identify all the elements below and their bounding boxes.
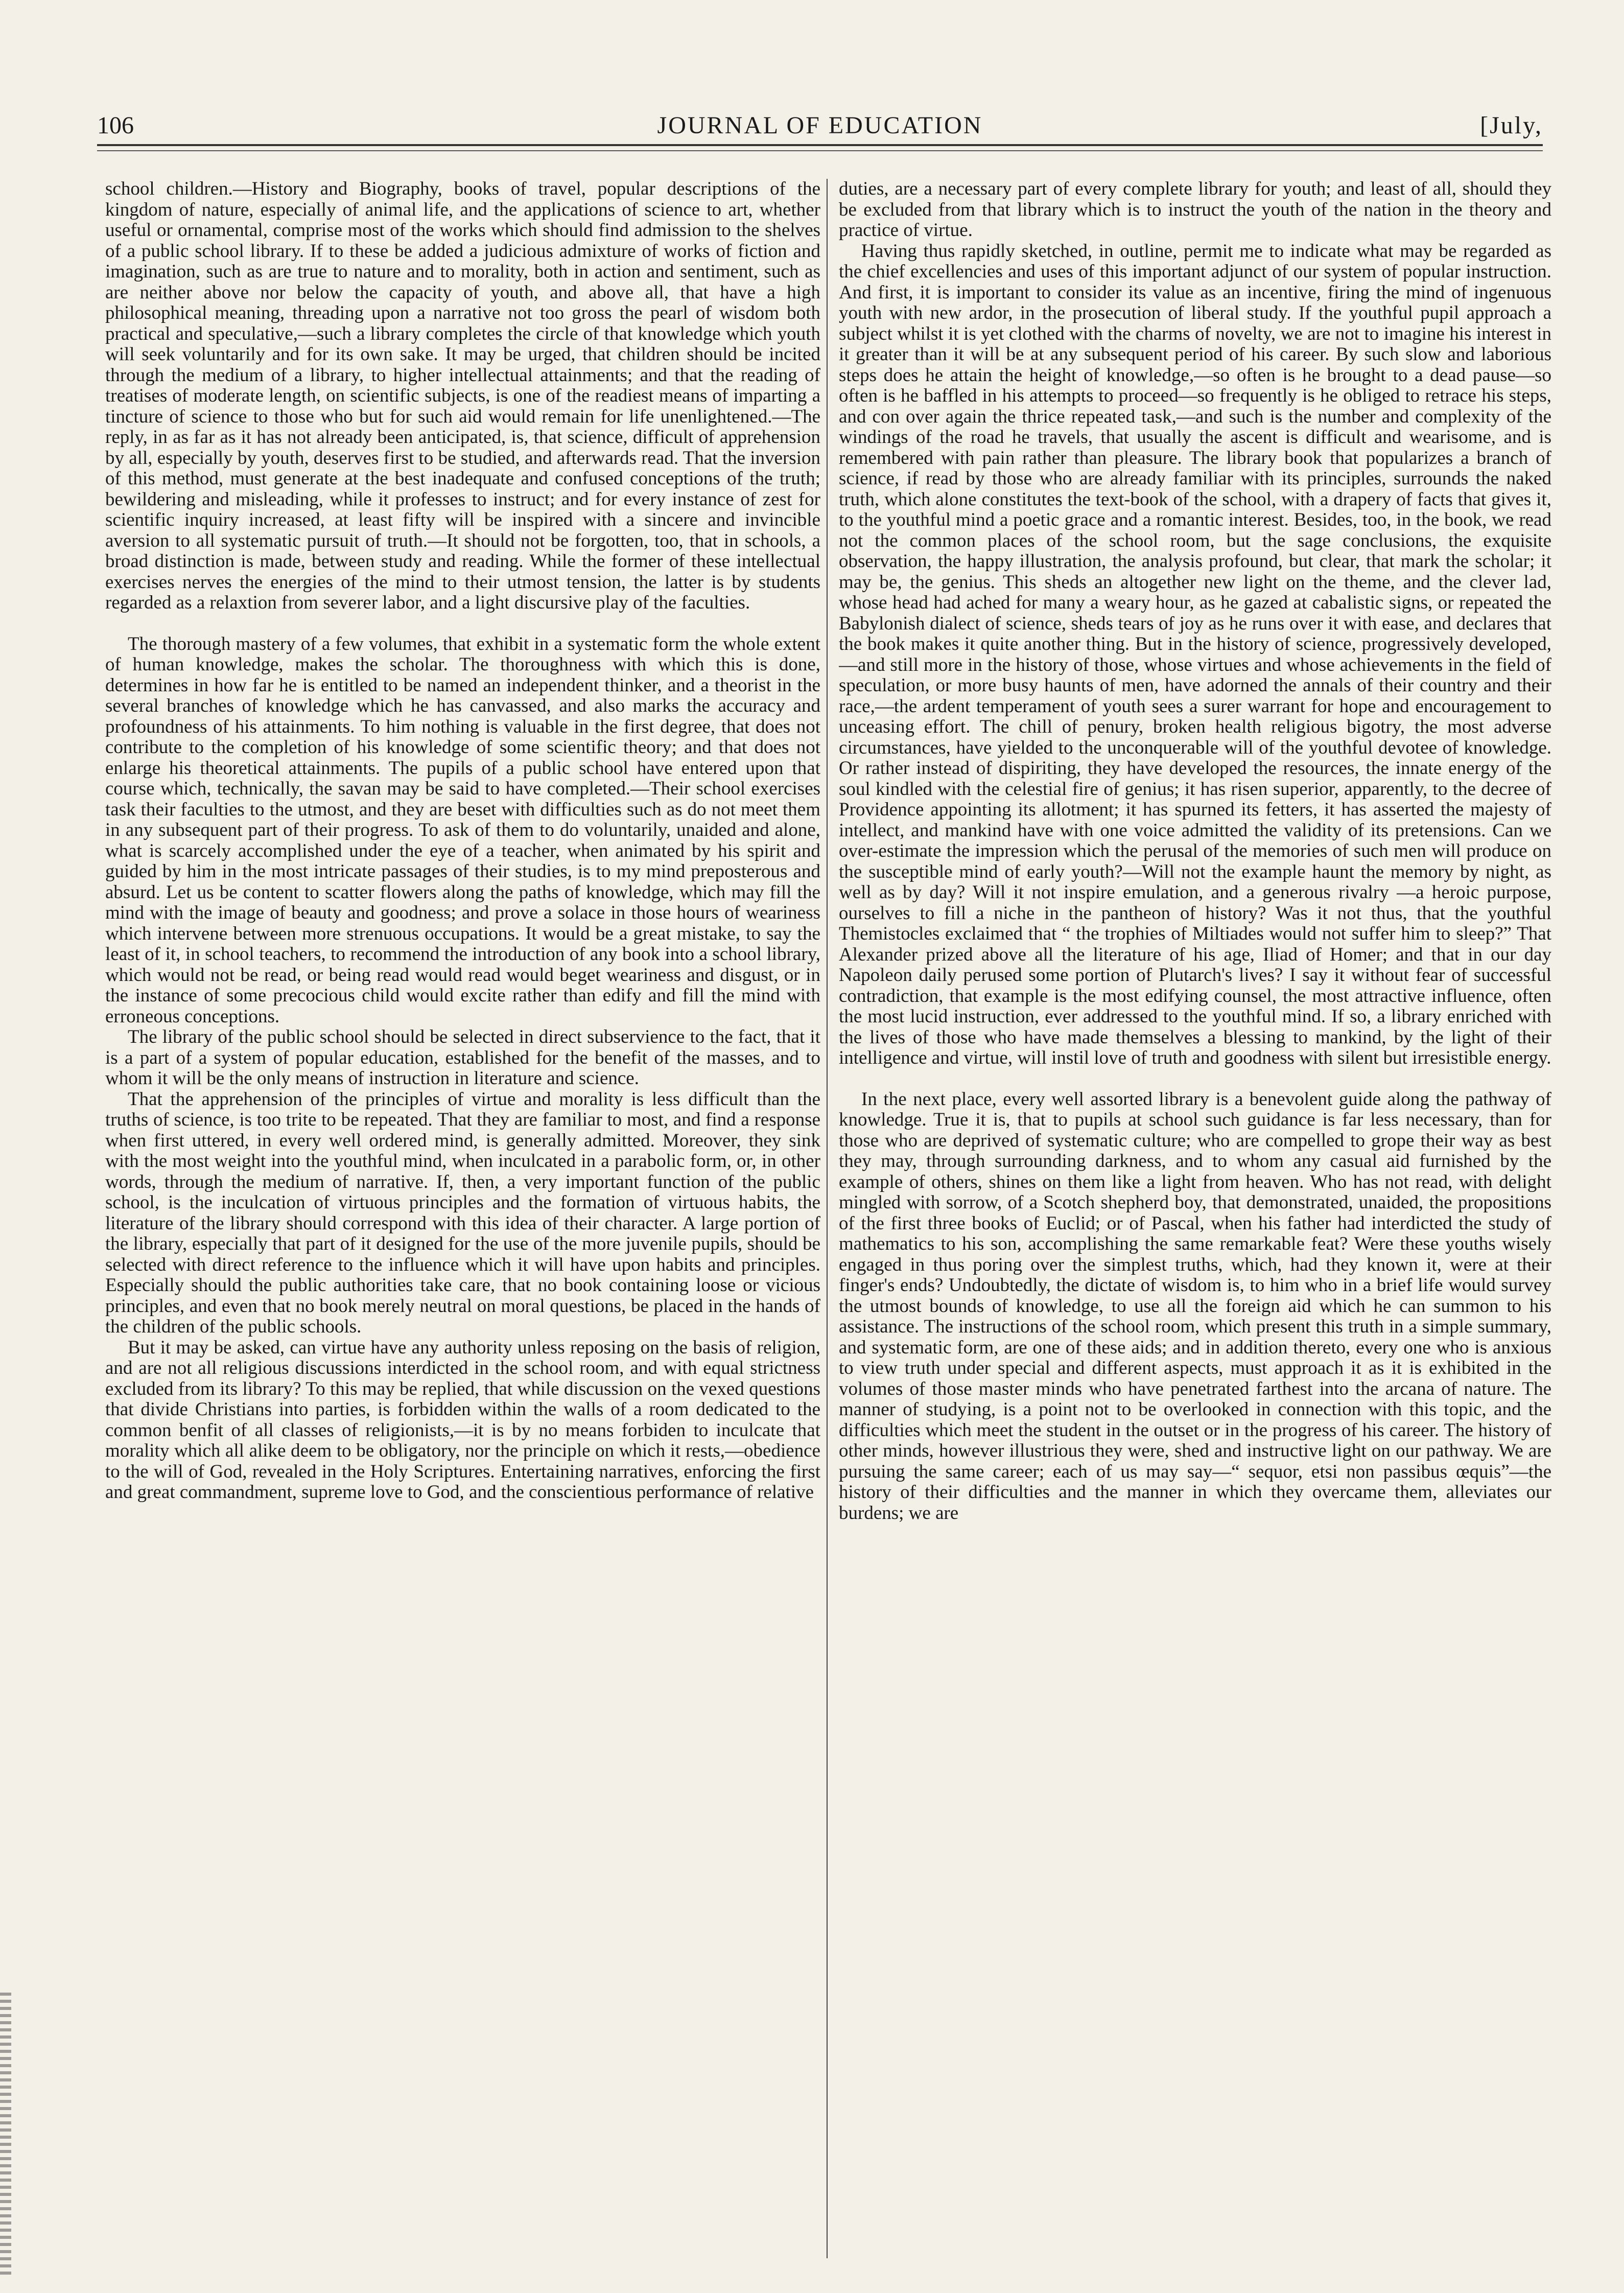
right-paragraph-2: Having thus rapidly sketched, in outline, permit me to indicate what may be regarded as the chief excellencies and uses of this important adjunct of our system of popular instruction. And first, it is important to consider its value as an incentive, firing the mind of ingenuous youth with new ardor, in the prosecution of liberal study. If the youthful pupil approach a subject whilst it is yet clothed with the charms of novelty, we are not to imagine his interest in it greater than it will be at any subsequent period of his career. By such slow and laborious steps does he attain the height of knowledge,—so often is he brought to a dead pause—so often is he baffled in his attempts to proceed—so frequently is he obliged to retrace his steps, and con over again the thrice repeated task,—and such is the number and complexity of the windings of the road he travels, that usually the ascent is difficult and wearisome, and is remembered with pain rather than pleasure. The library book that popularizes a branch of science, if read by those who are already familiar with its principles, surrounds the naked truth, which alone constitutes the text-book of the school, with a drapery of facts that gives it, to the youthful mind a poetic grace and a romantic interest. Besides, too, in the book, we read not the common places of the school room, but the sage conclusions, the exquisite observation, the happy illustration, the analysis profound, but clear, that mark the scholar; it may be, the genius. This sheds an altogether new light on the theme, and the clever lad, whose head had ached for many a weary hour, as he gazed at cabalistic signs, or repeated the Babylonish dialect of science, sheds tears of joy as he runs over it with ease, and declares that the book makes it quite another thing. But in the history of science, progressively developed,—and still more in the history of those, whose virtues and whose achievements in the field of speculation, or more busy haunts of men, have adorned the annals of their country and their race,—the ardent temperament of youth sees a surer warrant for hope and encouragement to unceasing effort. The chill of penury, broken health religious bigotry, the most adverse circumstances, have yielded to the unconquerable will of the youthful devotee of knowledge. Or rather instead of dispiriting, they have developed the resources, the innate energy of the soul kindled with the celestial fire of genius; it has risen superior, apparently, to the decree of Providence appointing its allotment; it has spurned its fetters, it has asserted the majesty of intellect, and mankind have with one voice admitted the validity of its pretensions. Can we over-estimate the impression which the perusal of the memories of such men will produce on the susceptible mind of early youth?—Will not the example haunt the memory by night, as well as by day? Will it not inspire emulation, and a generous rivalry —a heroic purpose, ourselves to fill a niche in the pantheon of history? Was it not thus, that the youthful Themistocles exclaimed that “ the trophies of Miltiades would not suffer him to sleep?” That Alexander prized above all the literature of his age, Iliad of Homer; and that in our day Napoleon daily perused some portion of Plutarch's lives? I say it without fear of successful contradiction, that example is the most edifying counsel, the most attractive influence, often the most lucid instruction, ever addressed to the youthful mind. If so, a library enriched with the lives of those who have made themselves a blessing to mankind, by the light of their intelligence and virtue, will instil love of truth and goodness with silent but irresistible energy. (839, 240, 1551, 1068)
left-paragraph-5: But it may be asked, can virtue have any authority unless reposing on the basis of religion, and are not all religious discussions interdicted in the school room, and with equal strictness excluded from its library? To this may be replied, that while discussion on the vexed questions that divide Christians into parties, is forbidden within the walls of a room dedicated to the common benfit of all classes of religionists,—it is by no means forbiden to inculcate that morality which all alike deem to be obligatory, nor the principle on which it rests,—obedience to the will of God, revealed in the Holy Scriptures. Entertaining narratives, enforcing the first and great commandment, supreme love to God, and the conscientious performance of relative (105, 1337, 820, 1503)
binding-edge-mark (0, 1993, 11, 2279)
column-divider (827, 179, 828, 2258)
left-column (105, 179, 820, 2263)
right-paragraph-3: In the next place, every well assorted library is a benevolent guide along the pathway of knowledge. True it is, that to pupils at school such guidance is far less necessary, than for those who are deprived of systematic culture; who are compelled to grope their way as best they may, through surrounding darkness, and to whom any casual aid furnished by the example of others, shines on them like a light from heaven. Who has not read, with delight mingled with sorrow, of a Scotch shepherd boy, that demonstrated, unaided, the propositions of the first three books of Euclid; or of Pascal, when his father had interdicted the study of mathematics to his son, accomplishing the same remarkable feat? Were these youths wisely engaged in thus poring over the simplest truths, which, had they known it, were at their finger's ends? Undoubtedly, the dictate of wisdom is, to him who in a brief life would survey the utmost bounds of knowledge, to use all the foreign aid which he can summon to his assistance. The instructions of the school room, which present this truth in a simple summary, and systematic form, are one of these aids; and in addition thereto, every one who is anxious to view truth under special and different aspects, must approach it as it is exhibited in the volumes of those master minds who have penetrated farthest into the arcana of nature. The manner of studying, is a point not to be overlooked in connection with this topic, and the difficulties which meet the student in the outset or in the progress of his career. The history of other minds, however illustrious they were, shed and instructive light on our pathway. We are pursuing the same career; each of us may say—“ sequor, etsi non passibus œquis”—the history of their difficulties and the manner in which they overcame them, alleviates our burdens; we are (839, 1088, 1551, 1524)
left-paragraph-3: The library of the public school should be selected in direct subservience to the fact, that it is a part of a system of popular education, established for the benefit of the masses, and to whom it will be the only means of instruction in literature and science. (105, 1026, 820, 1089)
right-paragraph-1: duties, are a necessary part of every complete library for youth; and least of all, should they be excluded from that library which is to instruct the youth of the nation in the theory and practice of virtue. (839, 179, 1551, 241)
page-number: 106 (97, 112, 134, 139)
header-rule (97, 144, 1543, 151)
running-header (97, 110, 1543, 141)
month-label: [July, (1480, 112, 1543, 139)
left-paragraph-2: The thorough mastery of a few volumes, that exhibit in a systematic form the whole extent of human knowledge, makes the scholar. The thoroughness with which this is done, determines in how far he is entitled to be named an independent thinker, and a theorist in the several branches of knowledge which he has canvassed, and also marks the accuracy and profoundness of his attainments. To him nothing is valuable in the first degree, that does not contribute to the completion of his knowledge of some scientific theory; and that does not enlarge his theoretical attainments. The pupils of a public school have entered upon that course which, technically, the savan may be said to have completed.—Their school exercises task their faculties to the utmost, and they are beset with difficulties such as do not meet them in any subsequent part of their progress. To ask of them to do voluntarily, unaided and alone, what is scarcely accomplished under the eye of a teacher, when animated by his spirit and guided by him in the most intricate passages of their studies, is to my mind preposterous and absurd. Let us be content to scatter flowers along the paths of knowledge, which may fill the mind with the image of beauty and goodness; and prove a solace in those hours of weariness which intervene between more strenuous occupations. It would be a great mistake, to say the least of it, in school teachers, to recommend the introduction of any book into a school library, which would not be read, or being read would read would beget weariness and disgust, or in the instance of some precocious child would excite rather than edify and fill the mind with erroneous conceptions. (105, 633, 820, 1027)
left-paragraph-1: school children.—History and Biography, books of travel, popular descriptions of the kingdom of nature, especially of animal life, and the applications of science to art, whether useful or ornamental, comprise most of the works which should find admission to the shelves of a public school library. If to these be added a judicious admixture of works of fiction and imagination, such as are true to nature and to morality, both in action and sentiment, such as are neither above nor below the capacity of youth, and above all, that have a high philosophical meaning, threading upon a narrative not too gross the pearl of wisdom both practical and speculative,—such a library completes the circle of that knowledge which youth will seek voluntarily and for its own sake. It may be urged, that children should be incited through the medium of a library, to higher intellectual attainments; and that the reading of treatises of moderate length, on scientific subjects, is one of the readiest means of imparting a tincture of science to those who but for such aid would remain for life unenlightened.—The reply, in as far as it has not already been anticipated, is, that science, difficult of apprehension by all, especially by youth, deserves first to be studied, and afterwards read. That the inversion of this method, must generate at the best inadequate and confused conceptions of the truth; bewildering and misleading, while it professes to instruct; and for every instance of zest for scientific inquiry increased, at least fifty will be inspired with a sincere and invincible aversion to all systematic pursuit of truth.—It should not be forgotten, too, that in schools, a broad distinction is made, between study and reading. While the former of these intellectual exercises nerves the energies of the mind to their utmost tension, the latter is by students regarded as a relaxtion from severer labor, and a light discursive play of the faculties. (105, 179, 820, 613)
left-paragraph-4: That the apprehension of the principles of virtue and morality is less difficult than the truths of science, is too trite to be repeated. That they are familiar to most, and find a response when first uttered, in every well ordered mind, is generally admitted. Moreover, they sink with the most weight into the youthful mind, when inculcated in a parabolic form, or, in other words, through the medium of narrative. If, then, a very important function of the public school, is the inculcation of virtuous principles and the formation of virtuous habits, the literature of the library should correspond with this idea of their character. A large portion of the library, especially that part of it designed for the use of the more juvenile pupils, should be selected with direct reference to the influence which it will have upon habits and principles. Especially should the public authorities take care, that no book containing loose or vicious principles, and even that no book merely neutral on moral questions, be placed in the hands of the children of the public schools. (105, 1088, 820, 1337)
journal-title: JOURNAL OF EDUCATION (657, 112, 983, 139)
right-column (839, 179, 1551, 2263)
